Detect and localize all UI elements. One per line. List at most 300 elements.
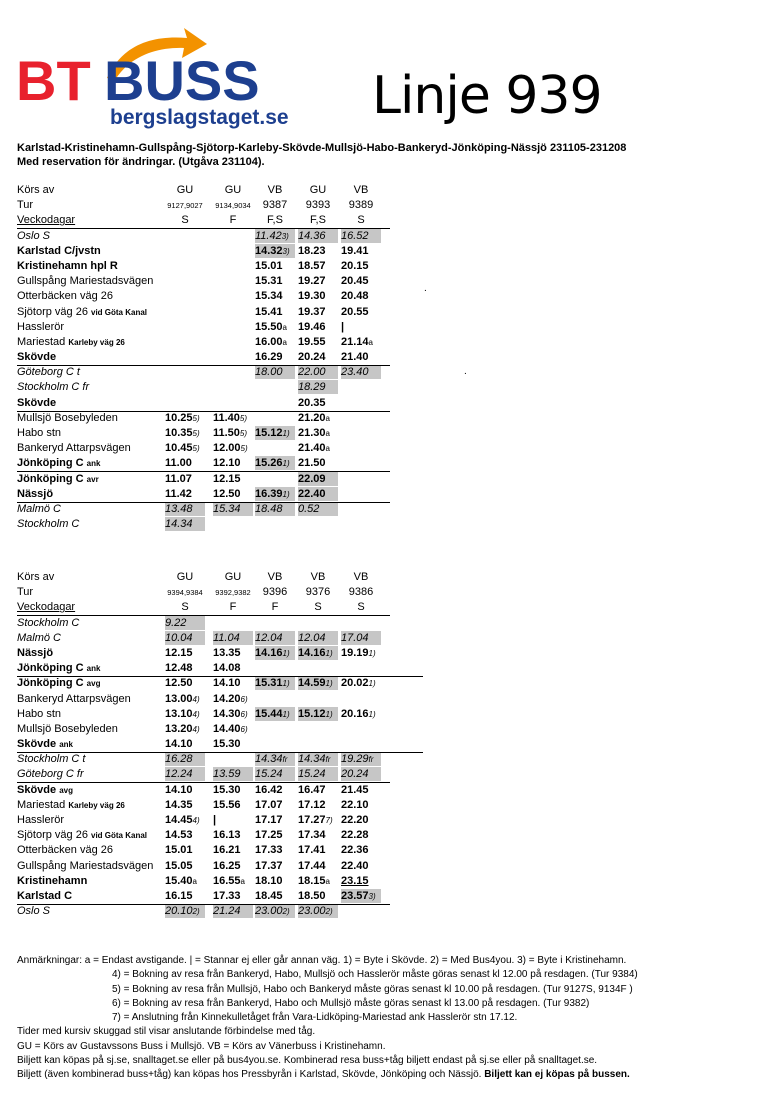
stop-label: Stockholm C: [17, 616, 80, 629]
time-value: 14.45: [165, 814, 193, 826]
time-cell: [255, 692, 295, 706]
note-marker: 2): [325, 907, 333, 917]
time-cell: [213, 874, 253, 888]
stop-name: [17, 488, 53, 500]
separator-line: [17, 411, 390, 412]
time-cell: [255, 631, 295, 645]
time-cell: [165, 183, 205, 197]
time-value: GU: [224, 571, 242, 583]
time-cell: [341, 456, 381, 470]
time-cell: [255, 350, 295, 364]
stop-label: Sjötorp väg 26: [17, 829, 88, 842]
time-cell: [213, 585, 253, 599]
time-value: 15.12: [255, 427, 283, 439]
time-cell: [341, 859, 381, 873]
stop-label: Mullsjö Bosebyleden: [17, 411, 118, 424]
stop-name: [17, 290, 113, 302]
time-cell: [255, 517, 295, 531]
separator-line: [17, 365, 390, 366]
stop-sublabel: ank: [86, 664, 101, 674]
stop-sublabel: Karleby väg 26: [68, 337, 125, 347]
time-value: 12.15: [165, 646, 193, 659]
time-value: 22.36: [341, 844, 369, 857]
time-value: 15.05: [165, 859, 193, 872]
note-marker: fr: [325, 755, 331, 765]
time-cell: [165, 365, 205, 379]
stop-label: Habo stn: [17, 427, 62, 439]
time-value: 0.52: [298, 502, 320, 515]
stop-name: [17, 753, 85, 765]
time-cell: [298, 828, 338, 842]
time-cell: [341, 487, 381, 501]
time-value: 15.30: [213, 783, 241, 796]
stop-label: Kristinehamn: [17, 874, 88, 887]
note-marker: 5): [239, 413, 248, 423]
time-cell: [298, 183, 338, 197]
time-value: 16.42: [255, 783, 283, 796]
time-cell: [165, 646, 205, 660]
stop-label: Oslo S: [17, 229, 51, 242]
time-cell: [255, 183, 295, 197]
stop-name: [17, 571, 54, 583]
time-value: S: [357, 214, 365, 227]
time-cell: [213, 289, 253, 303]
time-cell: [255, 676, 295, 690]
time-cell: [341, 585, 381, 599]
note-line: [17, 968, 638, 982]
stop-label: Karlstad C: [17, 889, 73, 902]
time-cell: [341, 335, 381, 349]
time-cell: [255, 411, 295, 425]
time-cell: [255, 707, 295, 721]
stop-sublabel: Karleby väg 26: [68, 800, 125, 810]
time-cell: [165, 213, 205, 227]
note-text: Tider med kursiv skuggad stil visar anslutande förbindelse med tåg.: [17, 1026, 316, 1038]
stop-label: Nässjö: [17, 646, 54, 659]
time-cell: [298, 259, 338, 273]
time-value: 9386: [348, 586, 374, 599]
time-cell: [165, 874, 205, 888]
time-cell: [298, 305, 338, 319]
time-value: 16.25: [213, 859, 241, 872]
time-cell: [255, 646, 295, 660]
time-cell: [341, 289, 381, 303]
time-value: VB: [353, 571, 369, 583]
time-value: 18.57: [298, 259, 326, 272]
time-cell: [341, 631, 381, 645]
time-value: 14.34: [298, 753, 326, 766]
note-line: [17, 997, 638, 1011]
time-cell: [213, 783, 253, 797]
time-cell: [255, 813, 295, 827]
time-cell: [341, 813, 381, 827]
time-cell: [255, 783, 295, 797]
time-cell: [298, 502, 338, 516]
time-value: 17.25: [255, 829, 283, 842]
stop-label: Oslo S: [17, 905, 51, 918]
time-cell: [298, 707, 338, 721]
time-cell: [165, 229, 205, 243]
note-marker: a: [325, 413, 330, 423]
time-cell: [341, 411, 381, 425]
note-marker: a: [325, 876, 330, 886]
logo: [12, 20, 312, 130]
time-cell: [213, 487, 253, 501]
time-value: 15.24: [255, 768, 283, 781]
time-cell: [298, 889, 338, 903]
time-cell: [213, 722, 253, 736]
time-cell: [213, 472, 253, 486]
time-value: 15.30: [213, 738, 241, 751]
time-value: 21.14: [341, 335, 369, 348]
time-cell: [341, 646, 381, 660]
time-cell: [213, 692, 253, 706]
time-value: 22.10: [341, 798, 369, 811]
time-cell: [255, 661, 295, 675]
time-cell: [255, 229, 295, 243]
time-cell: [298, 229, 338, 243]
time-cell: [298, 487, 338, 501]
time-cell: [255, 502, 295, 516]
time-cell: [341, 213, 381, 227]
note-line: [17, 1025, 638, 1039]
time-cell: [213, 305, 253, 319]
time-value: 9389: [348, 199, 374, 212]
time-value: 21.24: [213, 905, 241, 918]
time-cell: [298, 874, 338, 888]
stop-name: [17, 799, 125, 811]
time-cell: [213, 676, 253, 690]
time-cell: [213, 889, 253, 903]
time-value: 12.24: [165, 768, 193, 781]
time-value: 17.27: [298, 814, 326, 826]
note-line: [17, 1011, 638, 1025]
time-value: 15.56: [213, 798, 241, 811]
time-cell: [165, 244, 205, 258]
time-value: 13.35: [213, 646, 241, 659]
time-cell: [213, 737, 253, 751]
stop-label: Mariestad: [17, 798, 66, 811]
time-cell: [298, 335, 338, 349]
time-value: 21.40: [298, 442, 326, 455]
time-cell: [298, 813, 338, 827]
time-value: 20.15: [341, 259, 369, 272]
time-value: 16.52: [341, 229, 369, 242]
note-bold-text: Biljett kan ej köpas på bussen.: [484, 1069, 630, 1081]
time-value: 14.10: [213, 677, 241, 690]
note-marker: 6): [240, 709, 248, 719]
time-cell: [298, 616, 338, 630]
time-value: 16.28: [165, 753, 193, 766]
time-cell: [255, 335, 295, 349]
time-cell: [298, 722, 338, 736]
time-cell: [165, 783, 205, 797]
time-value: 13.48: [165, 502, 193, 515]
note-marker: 7): [325, 816, 333, 825]
time-cell: [298, 396, 338, 410]
time-cell: [341, 274, 381, 288]
time-cell: [255, 722, 295, 736]
time-value: 18.00: [255, 366, 283, 379]
time-cell: [255, 380, 295, 394]
time-value: 22.09: [298, 472, 326, 485]
time-value: 21.40: [341, 351, 369, 364]
time-cell: [341, 904, 381, 918]
time-cell: [298, 631, 338, 645]
time-cell: [255, 274, 295, 288]
time-value: 19.29: [341, 753, 369, 766]
time-cell: [165, 843, 205, 857]
time-value: 22.28: [341, 829, 369, 842]
time-cell: [165, 380, 205, 394]
stop-label: Skövde: [17, 738, 57, 751]
page-title: Linje 939: [372, 66, 602, 126]
time-cell: [298, 661, 338, 675]
time-cell: [165, 722, 205, 736]
time-value: 20.35: [298, 396, 326, 409]
logo-buss: BUSS: [104, 49, 260, 112]
time-value: 9387: [262, 199, 288, 212]
time-cell: [341, 874, 381, 888]
note-marker: a: [325, 444, 330, 454]
time-cell: [213, 767, 253, 781]
time-cell: [341, 380, 381, 394]
time-cell: [213, 707, 253, 721]
note-marker: 1): [325, 648, 333, 658]
time-value: |: [213, 814, 217, 826]
stop-name: [17, 199, 33, 211]
separator-line: [17, 904, 390, 905]
time-value: GU: [309, 184, 327, 196]
notes: [17, 954, 638, 1083]
time-value: 21.45: [341, 783, 369, 796]
time-cell: [255, 828, 295, 842]
note-text: Anmärkningar: a = Endast avstigande. | = Stannar ej eller går annan väg. 1) = Byte i Skövde. 2) = Med Bus4you. 3) = Byte i Kristinehamn.: [17, 955, 627, 966]
time-value: GU: [176, 184, 194, 196]
separator-line: [17, 676, 423, 677]
time-cell: [341, 661, 381, 675]
time-cell: [341, 426, 381, 440]
time-cell: [298, 798, 338, 812]
time-cell: [213, 843, 253, 857]
stop-label: Gullspång Mariestadsvägen: [17, 859, 154, 872]
time-value: 15.41: [255, 305, 283, 318]
note-marker: a: [240, 876, 245, 886]
stop-name: [17, 503, 61, 515]
stop-name: [17, 214, 75, 226]
time-value: 12.10: [213, 457, 241, 470]
time-value: 14.40: [213, 722, 241, 735]
separator-line: [17, 782, 390, 783]
time-cell: [298, 426, 338, 440]
time-cell: [255, 585, 295, 599]
stop-label: Göteborg C fr: [17, 768, 84, 781]
time-value: 10.25: [165, 411, 193, 424]
note-marker: fr: [368, 755, 374, 765]
note-marker: 1): [325, 679, 333, 689]
note-text: 5) = Bokning av resa från Mullsjö, Habo och Bankeryd måste göras senast kl 10.00 på resdagen. (Tur 9127S, 9134F ): [112, 983, 633, 995]
time-value: S: [181, 601, 189, 614]
time-value: 14.08: [213, 662, 241, 675]
stop-label: Veckodagar: [17, 214, 76, 227]
note-marker: 3): [368, 891, 376, 901]
stop-name: [17, 784, 73, 796]
time-cell: [255, 259, 295, 273]
stop-label: Körs av: [17, 184, 55, 196]
time-cell: [298, 380, 338, 394]
time-cell: [165, 828, 205, 842]
note-marker: 5): [239, 429, 248, 438]
time-value: 12.50: [213, 487, 241, 500]
stop-name: [17, 184, 54, 196]
note-marker: a: [368, 337, 373, 347]
note-line: [17, 1054, 638, 1068]
stop-name: [17, 708, 61, 720]
stop-name: [17, 693, 131, 705]
stop-name: [17, 844, 113, 856]
note-marker: 2): [282, 907, 290, 917]
stop-name: [17, 723, 118, 735]
time-cell: [165, 631, 205, 645]
stop-name: [17, 677, 100, 689]
time-value: 17.33: [255, 844, 283, 857]
time-value: 14.16: [298, 646, 326, 659]
time-value: 20.24: [298, 351, 326, 364]
time-cell: [298, 411, 338, 425]
stop-name: [17, 875, 87, 887]
time-cell: [213, 274, 253, 288]
time-cell: [165, 305, 205, 319]
time-cell: [255, 472, 295, 486]
time-cell: [341, 502, 381, 516]
stop-label: Jönköping C: [17, 677, 84, 690]
note-marker: 5): [192, 444, 200, 454]
time-value: 10.04: [165, 631, 193, 644]
time-value: 18.48: [255, 502, 283, 515]
stop-name: [17, 351, 56, 363]
logo-bt: BT: [16, 49, 91, 112]
time-value: 18.50: [298, 889, 326, 902]
time-value: 19.19: [341, 646, 369, 659]
time-cell: [255, 889, 295, 903]
time-cell: [165, 411, 205, 425]
time-cell: [165, 350, 205, 364]
time-value: 18.45: [255, 889, 283, 902]
time-cell: [213, 350, 253, 364]
time-value: 16.15: [165, 889, 193, 902]
time-value: 16.00: [255, 335, 283, 348]
time-value: 16.55: [213, 874, 241, 887]
stop-name: [17, 275, 153, 287]
time-value: 22.40: [298, 487, 326, 500]
time-value: S: [181, 214, 189, 227]
note-marker: 1): [368, 709, 376, 719]
time-cell: [165, 502, 205, 516]
time-value: 23.00: [298, 905, 326, 918]
time-cell: [165, 676, 205, 690]
time-value: S: [357, 601, 365, 614]
note-marker: 4): [192, 816, 200, 825]
time-cell: [213, 661, 253, 675]
note-marker: a: [192, 876, 197, 886]
time-value: 22.20: [341, 814, 369, 826]
stop-name: [17, 245, 101, 257]
time-cell: [341, 305, 381, 319]
stop-label: Skövde: [17, 396, 57, 409]
time-value: 14.34: [255, 753, 283, 766]
time-value: 21.30: [298, 427, 326, 439]
logo-sub: bergslagstaget.se: [110, 106, 289, 129]
time-cell: [298, 904, 338, 918]
time-cell: [341, 828, 381, 842]
note-text: Biljett kan köpas på sj.se, snalltaget.se eller på bus4you.se. Kombinerad resa buss+tåg biljett endast på sj.se eller på snalltaget.se.: [17, 1055, 598, 1067]
time-cell: [298, 472, 338, 486]
time-cell: [165, 889, 205, 903]
time-cell: [165, 616, 205, 630]
time-value: 19.46: [298, 320, 326, 333]
stop-name: [17, 632, 61, 644]
time-value: 16.47: [298, 783, 326, 796]
note-marker: 1): [325, 709, 333, 719]
time-cell: [213, 813, 253, 827]
time-value: GU: [176, 571, 194, 583]
stop-label: Stockholm C fr: [17, 381, 90, 394]
time-value: 15.31: [255, 677, 283, 690]
stop-name: [17, 321, 64, 333]
stray-dot: .: [464, 366, 467, 377]
time-value: 17.34: [298, 829, 326, 842]
time-cell: [341, 798, 381, 812]
time-value: 18.29: [298, 381, 326, 394]
stop-label: Jönköping C: [17, 662, 84, 675]
time-cell: [298, 350, 338, 364]
time-cell: [255, 752, 295, 766]
stop-sublabel: avg: [86, 679, 101, 689]
time-value: 18.10: [255, 874, 283, 887]
stop-name: [17, 473, 99, 485]
note-marker: 6): [240, 694, 248, 704]
time-cell: [255, 244, 295, 258]
time-value: 19.37: [298, 305, 326, 318]
time-cell: [255, 320, 295, 334]
time-cell: [341, 183, 381, 197]
stop-name: [17, 336, 125, 348]
time-cell: [213, 517, 253, 531]
time-cell: [213, 229, 253, 243]
time-cell: [341, 767, 381, 781]
time-cell: [255, 426, 295, 440]
time-cell: [165, 472, 205, 486]
stop-name: [17, 617, 79, 629]
time-cell: [165, 426, 205, 440]
time-value: |: [341, 320, 345, 333]
note-marker: 4): [192, 709, 200, 719]
time-cell: [341, 198, 381, 212]
separator-line: [17, 615, 390, 616]
stop-name: [17, 442, 131, 454]
time-value: 15.12: [298, 707, 326, 720]
separator-line: [17, 752, 423, 753]
time-value: F: [229, 601, 237, 614]
time-cell: [213, 600, 253, 614]
time-value: 17.37: [255, 859, 283, 872]
note-text: Biljett (även kombinerad buss+tåg) kan köpas hos Pressbyrån i Karlstad, Skövde, Jönköping och Nässjö.: [17, 1069, 482, 1081]
time-cell: [213, 259, 253, 273]
time-cell: [213, 456, 253, 470]
time-cell: [165, 456, 205, 470]
stop-label: Tur: [17, 199, 34, 212]
time-cell: [165, 289, 205, 303]
